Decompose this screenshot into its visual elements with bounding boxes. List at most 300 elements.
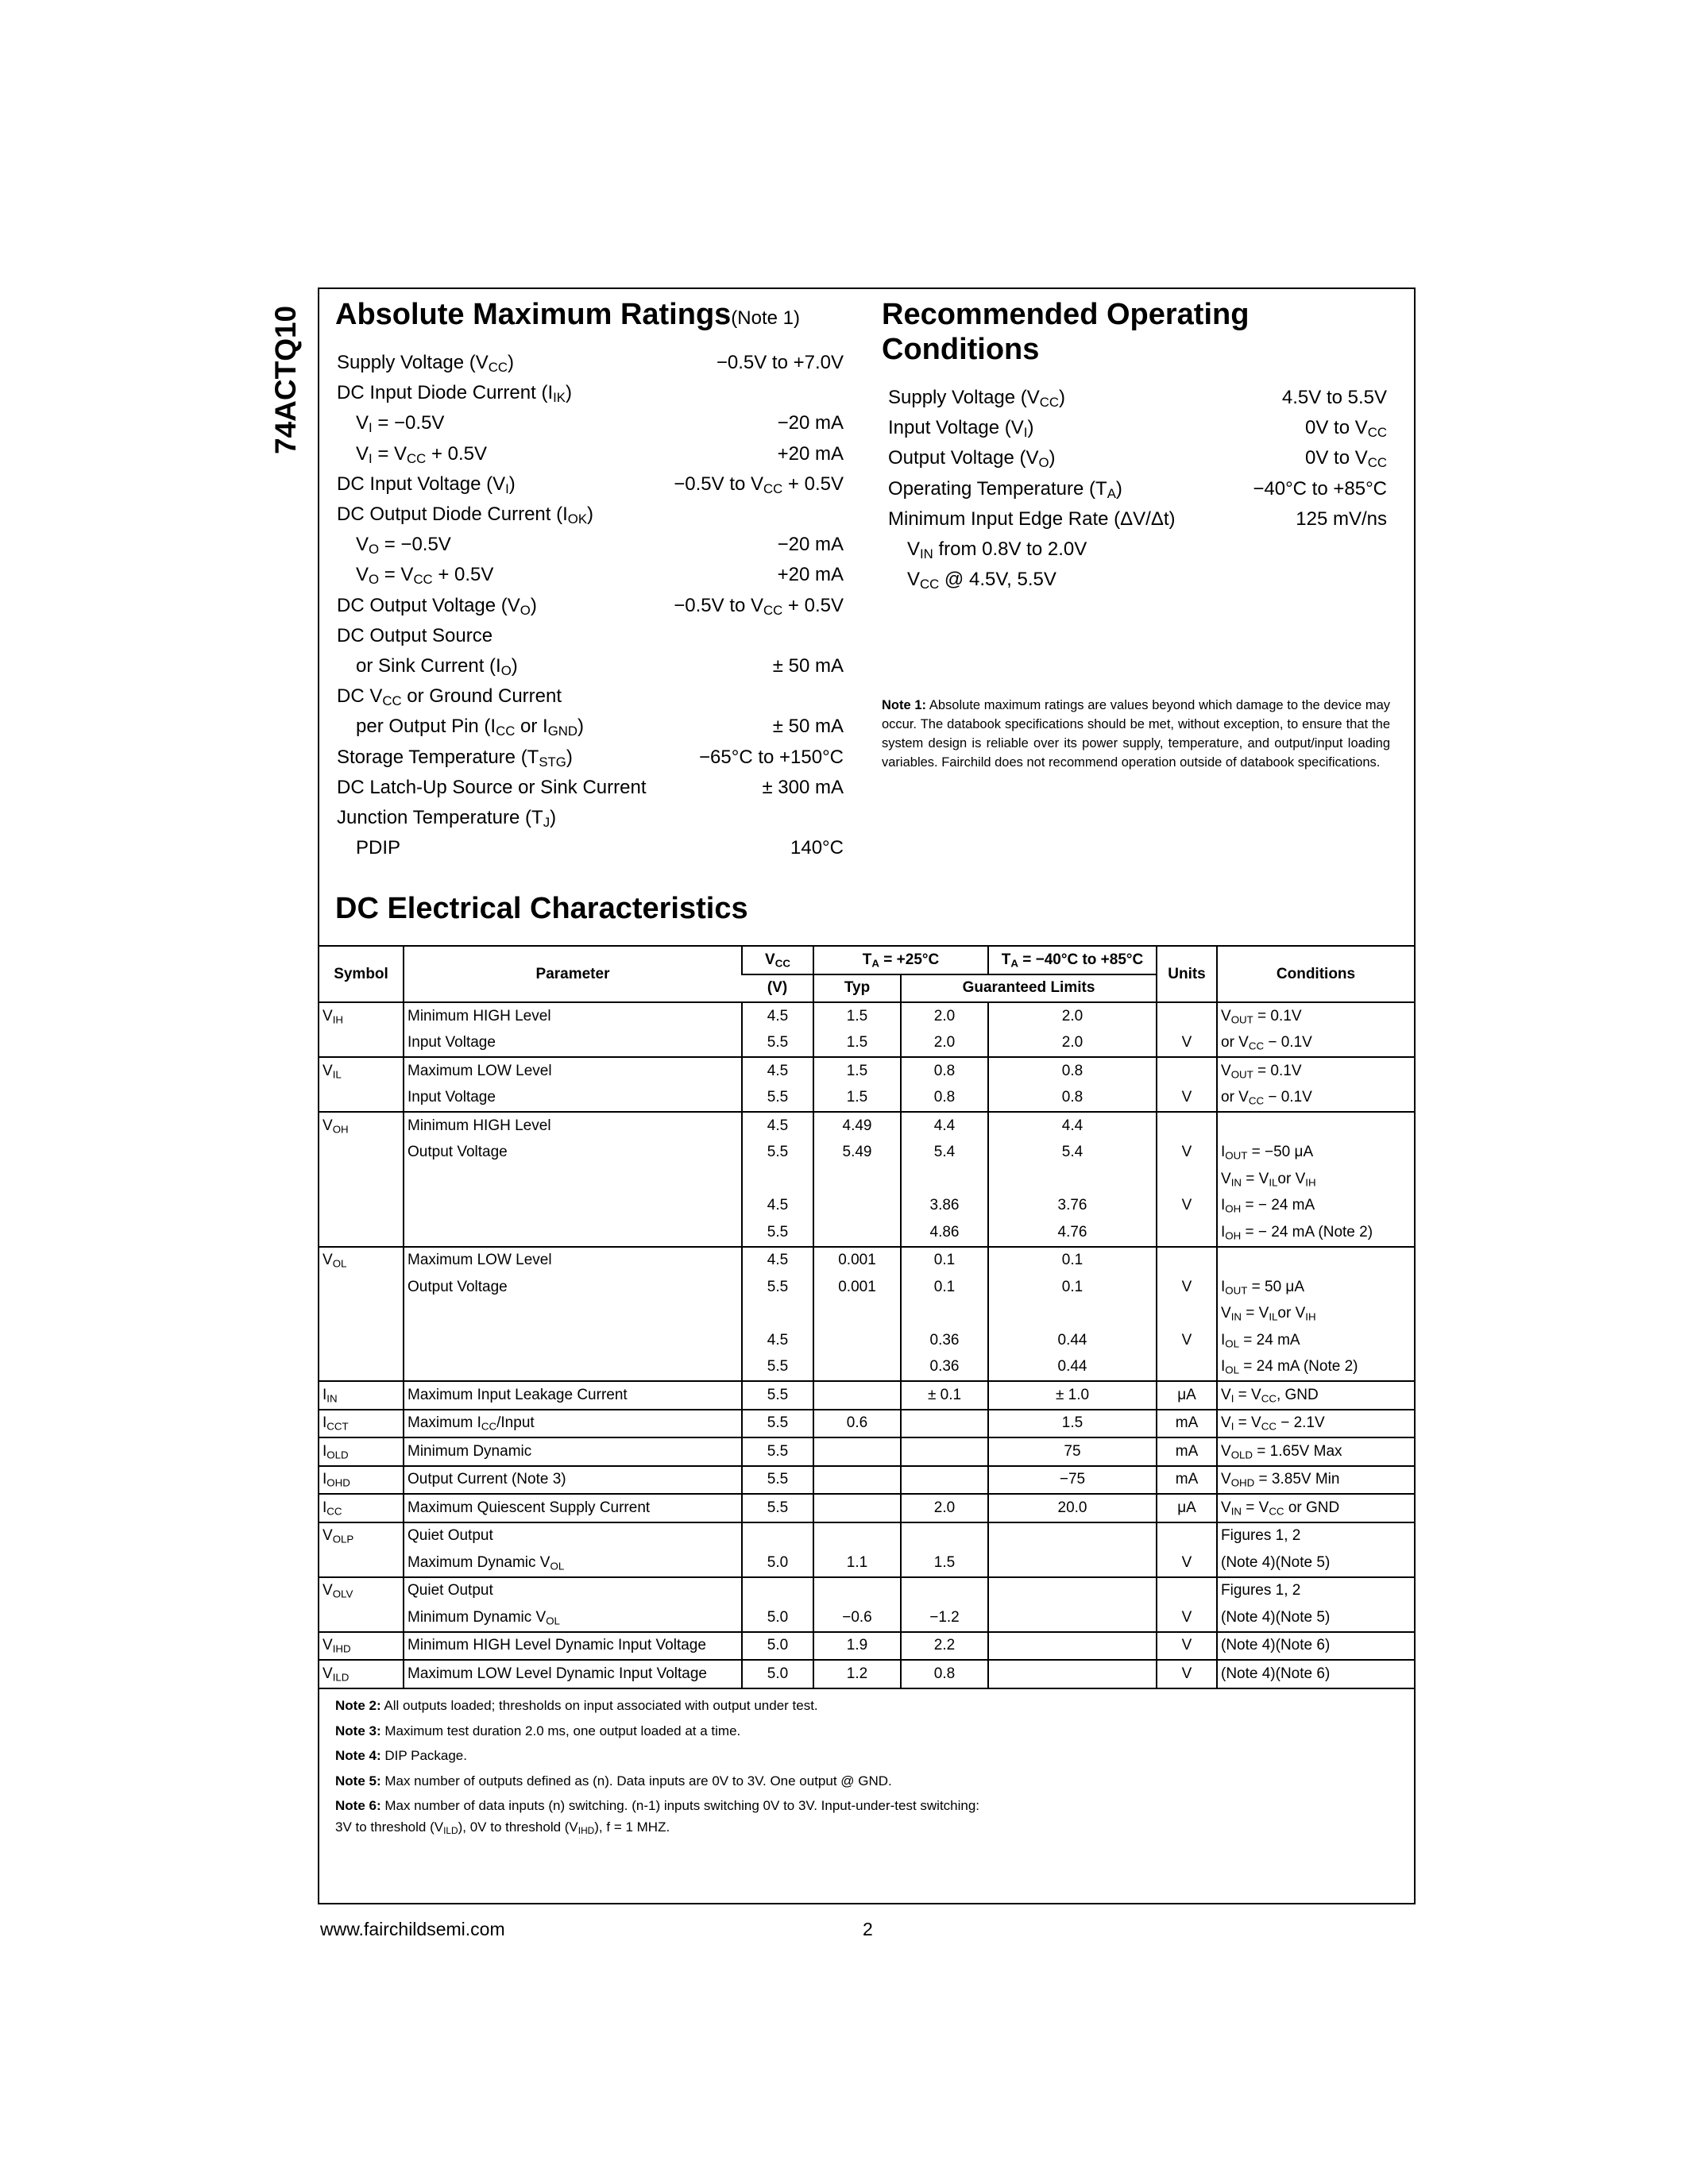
cell-typ: 1.2 bbox=[813, 1660, 901, 1688]
table-row bbox=[319, 1381, 1414, 1410]
amr-list bbox=[337, 348, 844, 863]
cell-limit-25 bbox=[901, 1437, 988, 1466]
cell-vcc: 4.5 bbox=[742, 1002, 813, 1030]
cell-symbol: $V_{IL}$ bbox=[319, 1057, 404, 1085]
cell-parameter: Maximum Input Leakage Current bbox=[404, 1381, 742, 1410]
cell-typ bbox=[813, 1193, 901, 1220]
amr-heading: Absolute Maximum Ratings(Note 1) bbox=[335, 298, 800, 331]
amr-row bbox=[337, 560, 844, 590]
amr-label: DC Latch-Up Source or Sink Current bbox=[337, 776, 647, 798]
cell-limit-range: 2.0 bbox=[988, 1030, 1157, 1058]
cell-parameter: Maximum LOW Level bbox=[404, 1247, 742, 1275]
roc-value: 0V to $V_{CC}$ bbox=[1305, 447, 1387, 471]
cell-typ: 1.5 bbox=[813, 1057, 901, 1085]
cell-limit-25: 0.1 bbox=[901, 1274, 988, 1301]
table-row bbox=[319, 1632, 1414, 1661]
footnote: Note 3: Maximum test duration 2.0 ms, one output loaded at a time. bbox=[335, 1723, 741, 1738]
amr-row bbox=[337, 378, 844, 408]
table-row bbox=[319, 1327, 1414, 1354]
table-row bbox=[319, 1112, 1414, 1140]
cell-conditions: $I_{OH}$ = − 24 mA bbox=[1217, 1193, 1414, 1220]
cell-typ: 5.49 bbox=[813, 1140, 901, 1167]
cell-parameter: Minimum Dynamic bbox=[404, 1437, 742, 1466]
cell-limit-25: 0.8 bbox=[901, 1057, 988, 1085]
header-units: Units bbox=[1157, 946, 1217, 1002]
cell-units: mA bbox=[1157, 1466, 1217, 1495]
cell-conditions: or $V_{CC} - 0.1V$ bbox=[1217, 1030, 1414, 1058]
amr-label: Supply Voltage $(V_{CC})$ bbox=[337, 352, 515, 376]
cell-limit-range: 0.1 bbox=[988, 1274, 1157, 1301]
roc-value: 4.5V to 5.5V bbox=[1281, 387, 1387, 409]
cell-parameter bbox=[404, 1219, 742, 1247]
cell-conditions: (Note 4)(Note 6) bbox=[1217, 1632, 1414, 1661]
cell-conditions: $I_{OUT} = 50$ μA bbox=[1217, 1274, 1414, 1301]
dc-characteristics-table bbox=[319, 945, 1414, 1689]
cell-vcc: 5.0 bbox=[742, 1632, 813, 1661]
roc-label: $V_{IN}$ from 0.8V to 2.0V bbox=[907, 538, 1087, 562]
cell-symbol bbox=[319, 1030, 404, 1058]
dc-heading: DC Electrical Characteristics bbox=[335, 892, 748, 925]
roc-label: Output Voltage $(V_O)$ bbox=[888, 447, 1056, 471]
cell-parameter: Maximum Dynamic $V_{OL}$ bbox=[404, 1549, 742, 1577]
cell-parameter: Maximum LOW Level Dynamic Input Voltage bbox=[404, 1660, 742, 1688]
cell-limit-range: 0.1 bbox=[988, 1247, 1157, 1275]
cell-typ: 1.5 bbox=[813, 1085, 901, 1113]
cell-units bbox=[1157, 1002, 1217, 1030]
cell-typ bbox=[813, 1577, 901, 1605]
cell-parameter bbox=[404, 1301, 742, 1328]
cell-symbol bbox=[319, 1604, 404, 1632]
cell-limit-range: 0.8 bbox=[988, 1085, 1157, 1113]
cell-units: mA bbox=[1157, 1437, 1217, 1466]
cell-limit-25: 2.0 bbox=[901, 1030, 988, 1058]
cell-typ bbox=[813, 1354, 901, 1382]
amr-label: DC Output Source bbox=[337, 624, 493, 646]
cell-units bbox=[1157, 1057, 1217, 1085]
cell-typ bbox=[813, 1327, 901, 1354]
cell-limit-range: ± 1.0 bbox=[988, 1381, 1157, 1410]
cell-conditions: $V_I = V_{CC}$, GND bbox=[1217, 1381, 1414, 1410]
amr-row bbox=[337, 773, 844, 803]
amr-label: $V_O = V_{CC} + 0.5V$ bbox=[356, 564, 494, 588]
cell-units bbox=[1157, 1301, 1217, 1328]
cell-symbol bbox=[319, 1140, 404, 1167]
cell-vcc: 5.5 bbox=[742, 1381, 813, 1410]
cell-limit-25 bbox=[901, 1166, 988, 1193]
cell-limit-range: 0.8 bbox=[988, 1057, 1157, 1085]
cell-typ bbox=[813, 1494, 901, 1522]
cell-limit-25: 1.5 bbox=[901, 1549, 988, 1577]
table-row bbox=[319, 1437, 1414, 1466]
header-parameter: Parameter bbox=[404, 946, 742, 1002]
amr-row bbox=[337, 408, 844, 438]
roc-label: Minimum Input Edge Rate (ΔV/Δt) bbox=[888, 507, 1176, 530]
header-vcc-unit: (V) bbox=[742, 974, 813, 1003]
table-row bbox=[319, 1549, 1414, 1577]
amr-label: per Output Pin ($I_{CC}$ or $I_{GND}$) bbox=[356, 716, 584, 739]
table-row bbox=[319, 1030, 1414, 1058]
cell-symbol: $V_{IHD}$ bbox=[319, 1632, 404, 1661]
roc-value: 0V to $V_{CC}$ bbox=[1305, 417, 1387, 441]
cell-limit-25: 0.36 bbox=[901, 1354, 988, 1382]
cell-parameter: Minimum HIGH Level bbox=[404, 1112, 742, 1140]
cell-vcc: 5.0 bbox=[742, 1549, 813, 1577]
amr-row bbox=[337, 621, 844, 651]
table-row bbox=[319, 1085, 1414, 1113]
cell-parameter: Output Current (Note 3) bbox=[404, 1466, 742, 1495]
cell-conditions: $I_{OL} = 24$ mA (Note 2) bbox=[1217, 1354, 1414, 1382]
amr-label: $V_O = -0.5V$ bbox=[356, 534, 451, 558]
amr-row bbox=[337, 591, 844, 621]
cell-conditions: $V_{OUT} = 0.1V$ bbox=[1217, 1057, 1414, 1085]
amr-label: DC $V_{CC}$ or Ground Current bbox=[337, 685, 562, 709]
cell-parameter: Input Voltage bbox=[404, 1030, 742, 1058]
amr-row bbox=[337, 530, 844, 560]
cell-limit-25: 0.1 bbox=[901, 1247, 988, 1275]
cell-units: V bbox=[1157, 1604, 1217, 1632]
cell-parameter: Quiet Output bbox=[404, 1522, 742, 1550]
cell-units: V bbox=[1157, 1030, 1217, 1058]
cell-vcc bbox=[742, 1166, 813, 1193]
amr-value: +20 mA bbox=[777, 442, 844, 465]
footnote: Note 4: DIP Package. bbox=[335, 1748, 467, 1763]
cell-parameter: Maximum $I_{CC}$/Input bbox=[404, 1410, 742, 1438]
cell-conditions: (Note 4)(Note 5) bbox=[1217, 1604, 1414, 1632]
cell-limit-25 bbox=[901, 1522, 988, 1550]
cell-limit-range: 1.5 bbox=[988, 1410, 1157, 1438]
amr-row bbox=[337, 803, 844, 833]
cell-units: V bbox=[1157, 1085, 1217, 1113]
cell-limit-25: 0.8 bbox=[901, 1085, 988, 1113]
cell-parameter bbox=[404, 1327, 742, 1354]
amr-row bbox=[337, 651, 844, 681]
cell-symbol bbox=[319, 1166, 404, 1193]
cell-limit-range: 0.44 bbox=[988, 1354, 1157, 1382]
cell-vcc: 4.5 bbox=[742, 1112, 813, 1140]
table-row bbox=[319, 1247, 1414, 1275]
amr-row bbox=[337, 742, 844, 772]
cell-typ: 0.001 bbox=[813, 1274, 901, 1301]
table-row bbox=[319, 1494, 1414, 1522]
cell-conditions: $V_{OUT} = 0.1V$ bbox=[1217, 1002, 1414, 1030]
cell-vcc: 5.5 bbox=[742, 1219, 813, 1247]
cell-symbol: $I_{CC}$ bbox=[319, 1494, 404, 1522]
cell-units: V bbox=[1157, 1140, 1217, 1167]
cell-symbol: $V_{OL}$ bbox=[319, 1247, 404, 1275]
amr-label: DC Output Voltage $(V_O)$ bbox=[337, 594, 537, 618]
cell-limit-25: 2.0 bbox=[901, 1494, 988, 1522]
cell-typ: 0.001 bbox=[813, 1247, 901, 1275]
cell-limit-25: 4.4 bbox=[901, 1112, 988, 1140]
cell-units bbox=[1157, 1354, 1217, 1382]
cell-limit-range: 3.76 bbox=[988, 1193, 1157, 1220]
cell-units bbox=[1157, 1166, 1217, 1193]
table-row bbox=[319, 1301, 1414, 1328]
cell-symbol: $V_{IH}$ bbox=[319, 1002, 404, 1030]
amr-label: $V_I = V_{CC} + 0.5V$ bbox=[356, 442, 488, 466]
cell-limit-25 bbox=[901, 1301, 988, 1328]
cell-vcc: 5.5 bbox=[742, 1410, 813, 1438]
cell-limit-range: 0.44 bbox=[988, 1327, 1157, 1354]
cell-limit-25: 0.8 bbox=[901, 1660, 988, 1688]
cell-conditions bbox=[1217, 1112, 1414, 1140]
cell-typ bbox=[813, 1166, 901, 1193]
cell-units: V bbox=[1157, 1549, 1217, 1577]
amr-label: Storage Temperature $(T_{STG})$ bbox=[337, 746, 573, 770]
roc-heading: Recommended Operating Conditions bbox=[882, 298, 1250, 366]
cell-limit-range bbox=[988, 1522, 1157, 1550]
cell-parameter: Minimum HIGH Level bbox=[404, 1002, 742, 1030]
cell-vcc bbox=[742, 1522, 813, 1550]
amr-value: +20 mA bbox=[777, 564, 844, 586]
roc-row bbox=[888, 534, 1387, 565]
roc-label: $V_{CC}$ @ 4.5V, 5.5V bbox=[907, 569, 1056, 592]
cell-parameter: Minimum Dynamic $V_{OL}$ bbox=[404, 1604, 742, 1632]
amr-label: PDIP bbox=[356, 837, 401, 859]
cell-vcc bbox=[742, 1577, 813, 1605]
amr-row bbox=[337, 833, 844, 863]
cell-symbol bbox=[319, 1301, 404, 1328]
cell-vcc: 5.5 bbox=[742, 1030, 813, 1058]
cell-vcc: 5.5 bbox=[742, 1140, 813, 1167]
cell-limit-25: ± 0.1 bbox=[901, 1381, 988, 1410]
amr-value: −0.5V to $V_{CC} + 0.5V$ bbox=[674, 473, 844, 497]
cell-limit-25 bbox=[901, 1577, 988, 1605]
cell-vcc bbox=[742, 1301, 813, 1328]
cell-limit-range bbox=[988, 1166, 1157, 1193]
cell-limit-range bbox=[988, 1577, 1157, 1605]
amr-label: $V_I = -0.5V$ bbox=[356, 412, 445, 436]
cell-limit-25: 2.0 bbox=[901, 1002, 988, 1030]
footnote: Note 6: Max number of data inputs (n) switching. (n-1) inputs switching 0V to 3V. Input-under-test switching: bbox=[335, 1798, 980, 1813]
cell-parameter: Minimum HIGH Level Dynamic Input Voltage bbox=[404, 1632, 742, 1661]
cell-parameter: Output Voltage bbox=[404, 1274, 742, 1301]
cell-limit-25: 3.86 bbox=[901, 1193, 988, 1220]
cell-units: V bbox=[1157, 1274, 1217, 1301]
amr-value: −20 mA bbox=[777, 412, 844, 434]
cell-typ bbox=[813, 1522, 901, 1550]
cell-limit-25: 0.36 bbox=[901, 1327, 988, 1354]
cell-conditions: $V_{OHD} = 3.85V$ Min bbox=[1217, 1466, 1414, 1495]
notes-block bbox=[335, 1693, 979, 1836]
roc-label: Supply Voltage $(V_{CC})$ bbox=[888, 387, 1066, 411]
cell-vcc: 5.5 bbox=[742, 1354, 813, 1382]
table-row bbox=[319, 1274, 1414, 1301]
note-1: Note 1: Absolute maximum ratings are values beyond which damage to the device may occur. The databook specifications should be met, without exception, to ensure that the system design is reliable over its power supply, temperature, and output/input loading variables. Fairchild does not recommend operation outside of databook specifications. bbox=[882, 698, 1391, 770]
cell-typ: 1.5 bbox=[813, 1030, 901, 1058]
cell-symbol: $V_{ILD}$ bbox=[319, 1660, 404, 1688]
table-row bbox=[319, 1410, 1414, 1438]
cell-conditions: or $V_{CC} - 0.1V$ bbox=[1217, 1085, 1414, 1113]
cell-units: V bbox=[1157, 1660, 1217, 1688]
cell-symbol: $I_{IN}$ bbox=[319, 1381, 404, 1410]
cell-conditions: $V_{OLD} = 1.65V$ Max bbox=[1217, 1437, 1414, 1466]
cell-units bbox=[1157, 1247, 1217, 1275]
cell-vcc: 5.5 bbox=[742, 1085, 813, 1113]
cell-vcc: 4.5 bbox=[742, 1193, 813, 1220]
cell-conditions: $I_{OL} = 24$ mA bbox=[1217, 1327, 1414, 1354]
header-vcc: $V_{CC}$ bbox=[742, 946, 813, 974]
amr-row bbox=[337, 348, 844, 378]
roc-row bbox=[888, 413, 1387, 443]
cell-typ: 4.49 bbox=[813, 1112, 901, 1140]
table-row bbox=[319, 1193, 1414, 1220]
cell-symbol: $I_{OLD}$ bbox=[319, 1437, 404, 1466]
footnote: Note 5: Max number of outputs defined as (n). Data inputs are 0V to 3V. One output @ GND. bbox=[335, 1773, 892, 1788]
cell-typ: 1.1 bbox=[813, 1549, 901, 1577]
cell-limit-range bbox=[988, 1660, 1157, 1688]
cell-conditions: $I_{OUT} = -50$ μA bbox=[1217, 1140, 1414, 1167]
amr-value: ± 50 mA bbox=[772, 654, 844, 677]
cell-limit-range: 20.0 bbox=[988, 1494, 1157, 1522]
cell-limit-range: 5.4 bbox=[988, 1140, 1157, 1167]
table-row bbox=[319, 1660, 1414, 1688]
table-row bbox=[319, 1522, 1414, 1550]
cell-vcc: 4.5 bbox=[742, 1247, 813, 1275]
cell-conditions: Figures 1, 2 bbox=[1217, 1522, 1414, 1550]
cell-limit-range: 2.0 bbox=[988, 1002, 1157, 1030]
cell-conditions: $V_{IN} = V_{CC}$ or GND bbox=[1217, 1494, 1414, 1522]
cell-limit-range bbox=[988, 1301, 1157, 1328]
cell-vcc: 4.5 bbox=[742, 1327, 813, 1354]
cell-units bbox=[1157, 1577, 1217, 1605]
amr-label: DC Input Voltage $(V_I)$ bbox=[337, 473, 516, 497]
datasheet-frame bbox=[318, 287, 1416, 1904]
cell-symbol: $I_{OHD}$ bbox=[319, 1466, 404, 1495]
roc-value: −40°C to +85°C bbox=[1253, 477, 1387, 500]
cell-typ: 1.9 bbox=[813, 1632, 901, 1661]
roc-row bbox=[888, 504, 1387, 534]
cell-symbol bbox=[319, 1219, 404, 1247]
header-ta-range: $T_A = -40^\circ C$ to +85°C bbox=[988, 946, 1157, 974]
cell-conditions: $V_I = V_{CC} - 2.1V$ bbox=[1217, 1410, 1414, 1438]
amr-label: or Sink Current $(I_O)$ bbox=[356, 654, 518, 679]
cell-symbol: $V_{OLP}$ bbox=[319, 1522, 404, 1550]
cell-symbol bbox=[319, 1327, 404, 1354]
cell-typ bbox=[813, 1466, 901, 1495]
header-conditions: Conditions bbox=[1217, 946, 1414, 1002]
roc-row bbox=[888, 474, 1387, 504]
cell-limit-range: 4.4 bbox=[988, 1112, 1157, 1140]
cell-limit-range: −75 bbox=[988, 1466, 1157, 1495]
header-guaranteed-limits: Guaranteed Limits bbox=[901, 974, 1157, 1003]
cell-limit-25: −1.2 bbox=[901, 1604, 988, 1632]
cell-symbol bbox=[319, 1274, 404, 1301]
amr-value: ± 50 mA bbox=[772, 716, 844, 738]
cell-conditions: $V_{IN} = V_{IL}or$ $V_{IH}$ bbox=[1217, 1301, 1414, 1328]
amr-row bbox=[337, 712, 844, 742]
amr-row bbox=[337, 469, 844, 500]
cell-typ bbox=[813, 1381, 901, 1410]
footnote-continued: 3V to threshold $(V_{ILD})$, 0V to threshold $(V_{IHD})$, f = 1 MHZ. bbox=[335, 1819, 670, 1836]
cell-limit-25: 2.2 bbox=[901, 1632, 988, 1661]
cell-parameter bbox=[404, 1193, 742, 1220]
cell-limit-range bbox=[988, 1549, 1157, 1577]
cell-typ: −0.6 bbox=[813, 1604, 901, 1632]
cell-symbol: $V_{OH}$ bbox=[319, 1112, 404, 1140]
amr-label: Junction Temperature $(T_J)$ bbox=[337, 806, 557, 831]
cell-symbol bbox=[319, 1193, 404, 1220]
cell-limit-25: 4.86 bbox=[901, 1219, 988, 1247]
cell-vcc: 5.5 bbox=[742, 1466, 813, 1495]
cell-parameter: Quiet Output bbox=[404, 1577, 742, 1605]
header-ta-25: $T_A = +25^\circ C$ bbox=[813, 946, 988, 974]
table-row bbox=[319, 1140, 1414, 1167]
cell-conditions: (Note 4)(Note 6) bbox=[1217, 1660, 1414, 1688]
cell-vcc: 5.0 bbox=[742, 1604, 813, 1632]
cell-units: μA bbox=[1157, 1381, 1217, 1410]
cell-typ bbox=[813, 1301, 901, 1328]
cell-conditions: $V_{IN} = V_{IL}or$ $V_{IH}$ bbox=[1217, 1166, 1414, 1193]
roc-label: Operating Temperature $(T_A)$ bbox=[888, 477, 1122, 501]
table-row bbox=[319, 1057, 1414, 1085]
footnote: Note 2: All outputs loaded; thresholds on input associated with output under test. bbox=[335, 1698, 818, 1713]
amr-row bbox=[337, 681, 844, 712]
cell-limit-25: 5.4 bbox=[901, 1140, 988, 1167]
cell-parameter: Maximum LOW Level bbox=[404, 1057, 742, 1085]
cell-units bbox=[1157, 1219, 1217, 1247]
table-row bbox=[319, 1166, 1414, 1193]
cell-limit-25 bbox=[901, 1410, 988, 1438]
table-row bbox=[319, 1466, 1414, 1495]
cell-symbol: $I_{CCT}$ bbox=[319, 1410, 404, 1438]
footer-url[interactable]: www.fairchildsemi.com bbox=[320, 1919, 505, 1939]
cell-typ bbox=[813, 1437, 901, 1466]
amr-row bbox=[337, 500, 844, 530]
cell-typ: 0.6 bbox=[813, 1410, 901, 1438]
cell-vcc: 5.5 bbox=[742, 1274, 813, 1301]
cell-units bbox=[1157, 1112, 1217, 1140]
cell-typ: 1.5 bbox=[813, 1002, 901, 1030]
table-row bbox=[319, 1002, 1414, 1030]
cell-units bbox=[1157, 1522, 1217, 1550]
cell-conditions: (Note 4)(Note 5) bbox=[1217, 1549, 1414, 1577]
amr-value: −0.5V to +7.0V bbox=[716, 352, 844, 374]
roc-list bbox=[888, 383, 1387, 595]
roc-value: 125 mV/ns bbox=[1296, 507, 1387, 530]
header-typ: Typ bbox=[813, 974, 901, 1003]
cell-parameter: Maximum Quiescent Supply Current bbox=[404, 1494, 742, 1522]
cell-parameter: Input Voltage bbox=[404, 1085, 742, 1113]
device-side-title: 74ACTQ10 bbox=[269, 305, 302, 454]
amr-value: −20 mA bbox=[777, 534, 844, 556]
cell-symbol bbox=[319, 1354, 404, 1382]
cell-limit-range: 4.76 bbox=[988, 1219, 1157, 1247]
cell-vcc: 5.5 bbox=[742, 1437, 813, 1466]
cell-limit-range: 75 bbox=[988, 1437, 1157, 1466]
cell-limit-25 bbox=[901, 1466, 988, 1495]
cell-units: V bbox=[1157, 1327, 1217, 1354]
cell-conditions bbox=[1217, 1247, 1414, 1275]
cell-vcc: 4.5 bbox=[742, 1057, 813, 1085]
table-row bbox=[319, 1354, 1414, 1382]
amr-value: −65°C to +150°C bbox=[699, 746, 844, 768]
cell-parameter bbox=[404, 1354, 742, 1382]
cell-units: V bbox=[1157, 1632, 1217, 1661]
cell-symbol bbox=[319, 1085, 404, 1113]
header-symbol: Symbol bbox=[319, 946, 404, 1002]
cell-conditions: Figures 1, 2 bbox=[1217, 1577, 1414, 1605]
roc-row bbox=[888, 565, 1387, 595]
cell-limit-range bbox=[988, 1632, 1157, 1661]
cell-symbol: $V_{OLV}$ bbox=[319, 1577, 404, 1605]
page-number: 2 bbox=[863, 1919, 873, 1939]
cell-conditions: $I_{OH}$ = − 24 mA (Note 2) bbox=[1217, 1219, 1414, 1247]
amr-row bbox=[337, 439, 844, 469]
cell-vcc: 5.0 bbox=[742, 1660, 813, 1688]
cell-units: mA bbox=[1157, 1410, 1217, 1438]
amr-label: DC Output Diode Current $(I_{OK})$ bbox=[337, 504, 594, 527]
